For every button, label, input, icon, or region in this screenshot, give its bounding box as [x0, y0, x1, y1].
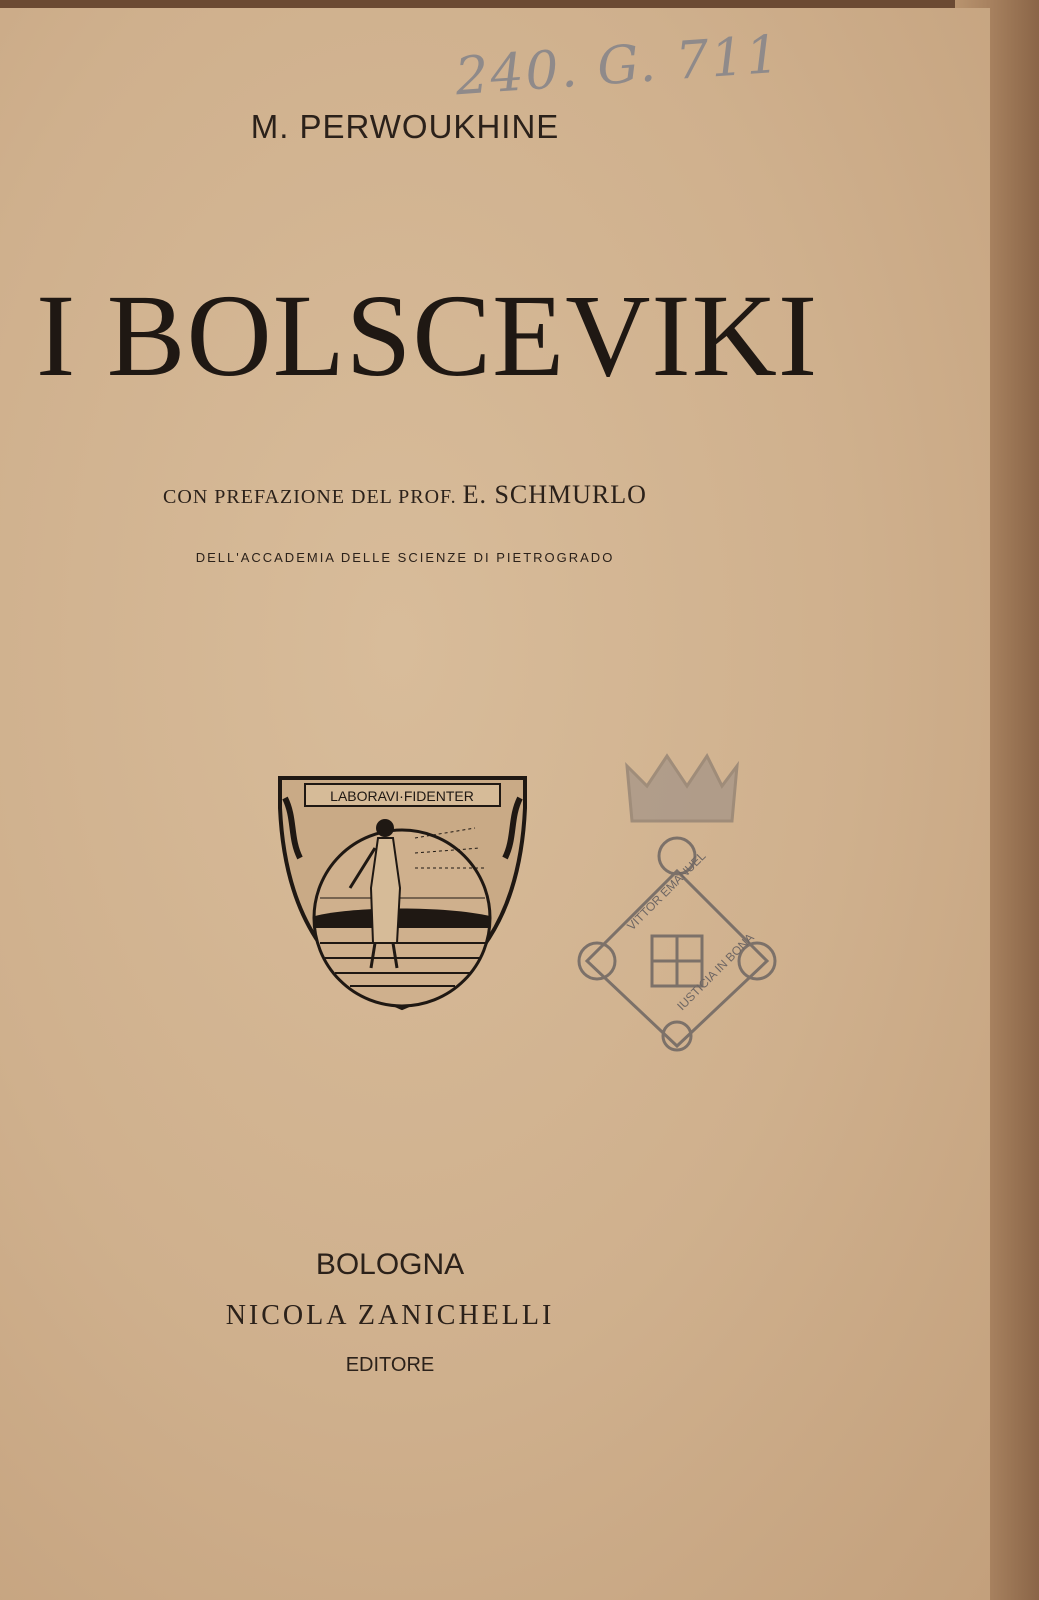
imprint-role: EDITORE — [345, 1354, 435, 1376]
author-name: M. PERWOUKHINE — [250, 108, 560, 145]
book-title: I BOLSCEVIKI — [36, 270, 819, 401]
handwritten-shelfmark: 240. G. 711 — [453, 24, 784, 108]
svg-text:VITTOR EMANUEL: VITTOR EMANUEL — [624, 848, 709, 934]
imprint-publisher: NICOLA ZANICHELLI — [225, 1300, 555, 1331]
imprint-city: BOLOGNA — [315, 1248, 465, 1281]
academy-affiliation: DELL'ACCADEMIA DELLE SCIENZE DI PIETROGRADO — [195, 550, 615, 565]
publisher-emblem-icon — [275, 768, 530, 1018]
library-stamp-icon — [572, 746, 787, 1056]
svg-text:LABORAVI·FIDENTER: LABORAVI·FIDENTER — [330, 788, 474, 804]
preface-prefix: CON PREFAZIONE DEL PROF. — [163, 486, 457, 508]
title-page — [0, 8, 990, 1600]
svg-text:IUSTICIA IN BONA: IUSTICIA IN BONA — [674, 930, 757, 1014]
preface-author: E. SCHMURLO — [462, 480, 647, 509]
preface-line — [0, 480, 810, 510]
